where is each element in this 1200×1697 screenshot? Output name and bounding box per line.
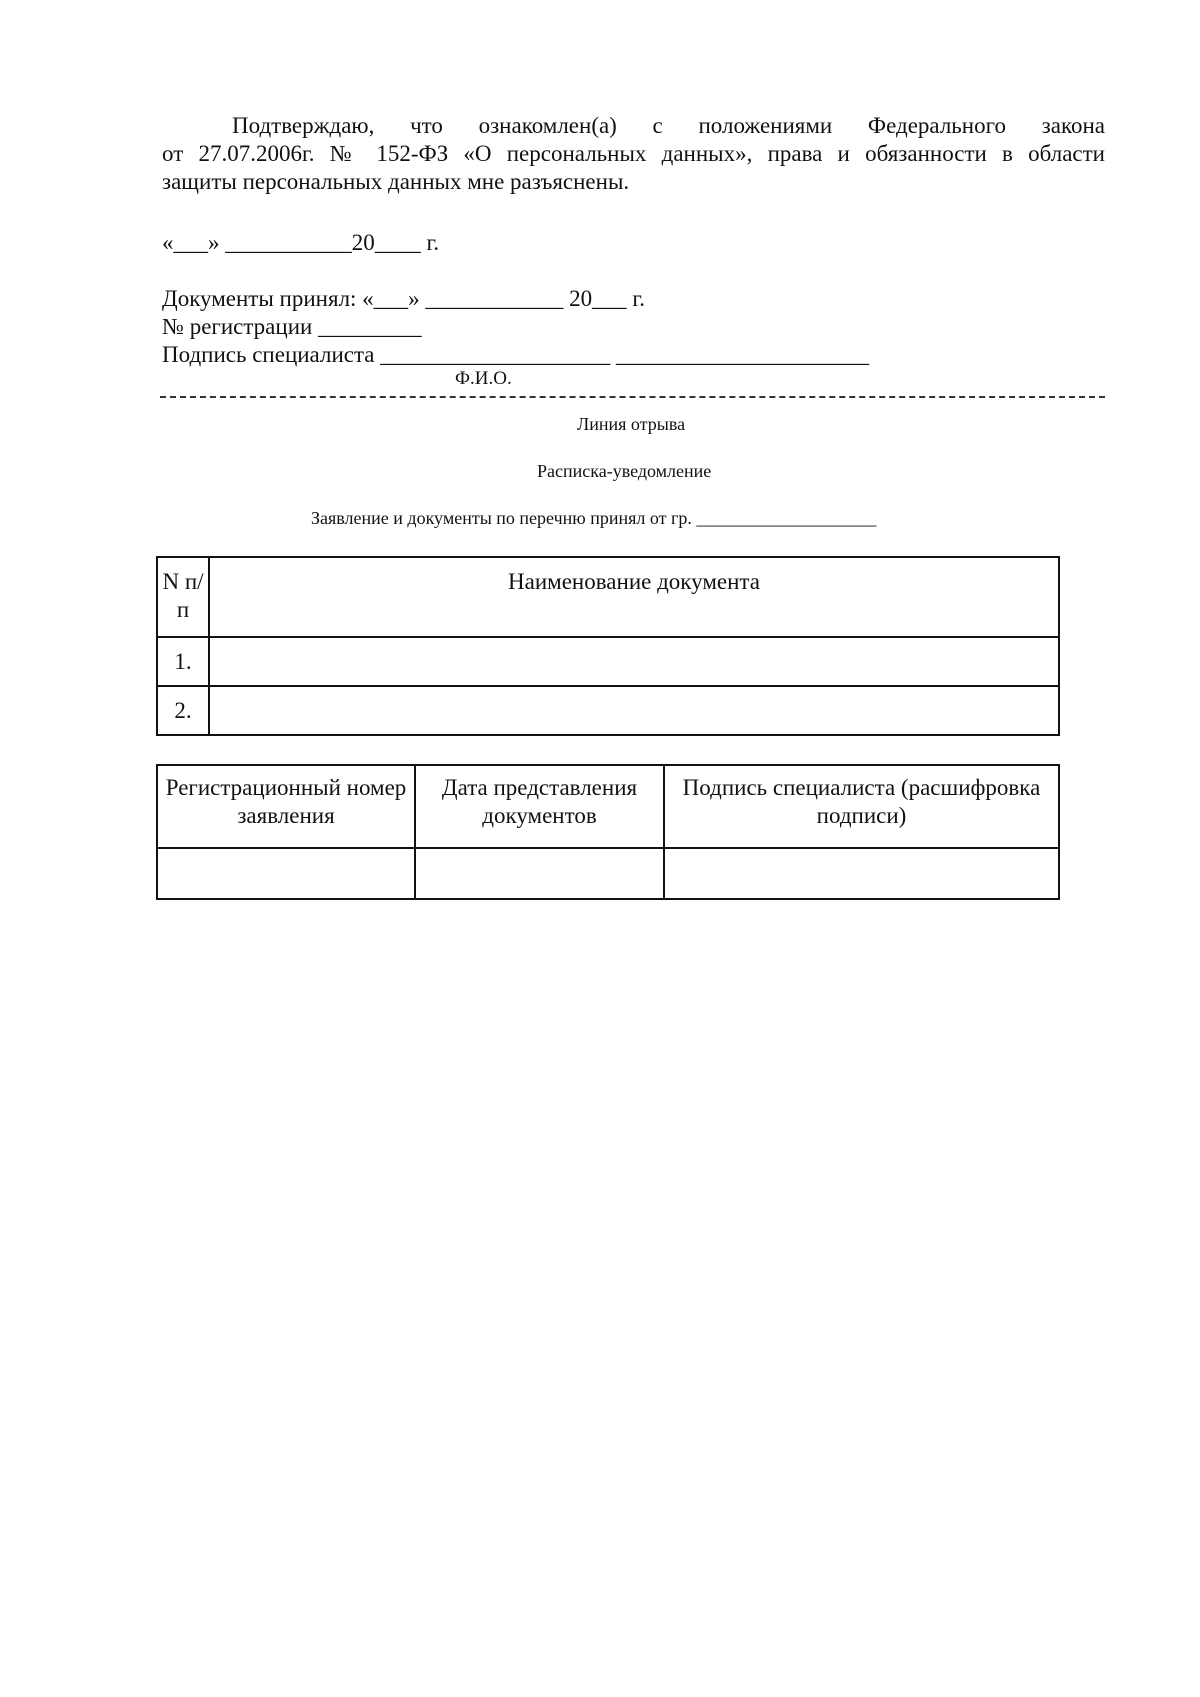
- specialist-signature-header: Подпись специалиста (расшифровка подписи): [664, 765, 1059, 848]
- receipt-title: Расписка-уведомление: [537, 461, 712, 481]
- col-number-header: N п/п: [157, 557, 209, 637]
- documents-table: [156, 556, 1060, 736]
- table-header-row: [157, 557, 1059, 637]
- table-row: [157, 848, 1059, 899]
- registration-table: [156, 764, 1060, 900]
- consent-paragraph: [162, 112, 1105, 196]
- table-header-row: [157, 765, 1059, 848]
- table-row: [157, 637, 1059, 686]
- date-line: «___» ___________20____ г.: [162, 230, 440, 255]
- docs-accepted-line: Документы принял: «___» ____________ 20___ г.: [162, 286, 646, 311]
- consent-line-1: Подтверждаю, что ознакомлен(а) с положениями Федерального закона: [232, 113, 1105, 138]
- fio-caption: Ф.И.О.: [455, 368, 512, 389]
- row-number: 1.: [157, 637, 209, 686]
- reg-number-cell[interactable]: [157, 848, 415, 899]
- submission-date-cell[interactable]: [415, 848, 664, 899]
- consent-line-2: от 27.07.2006г. № 152-ФЗ «О персональных данных», права и обязанности в области: [162, 141, 1105, 166]
- doc-name-cell[interactable]: [209, 686, 1059, 735]
- reg-number-header: Регистрационный номер заявления: [157, 765, 415, 848]
- specialist-signature-cell[interactable]: [664, 848, 1059, 899]
- submission-date-header: Дата представления документов: [415, 765, 664, 848]
- doc-name-cell[interactable]: [209, 637, 1059, 686]
- tear-line-label: Линия отрыва: [577, 414, 686, 434]
- registration-line: № регистрации _________: [162, 314, 422, 339]
- row-number: 2.: [157, 686, 209, 735]
- tear-line: [160, 396, 1105, 398]
- specialist-signature-line: Подпись специалиста ____________________ ______________________: [162, 342, 870, 367]
- col-doc-name-header: Наименование документа: [209, 557, 1059, 637]
- receipt-text: Заявление и документы по перечню принял от гр. ____________________: [311, 508, 877, 528]
- table-row: [157, 686, 1059, 735]
- consent-line-3: защиты персональных данных мне разъяснены.: [162, 169, 630, 194]
